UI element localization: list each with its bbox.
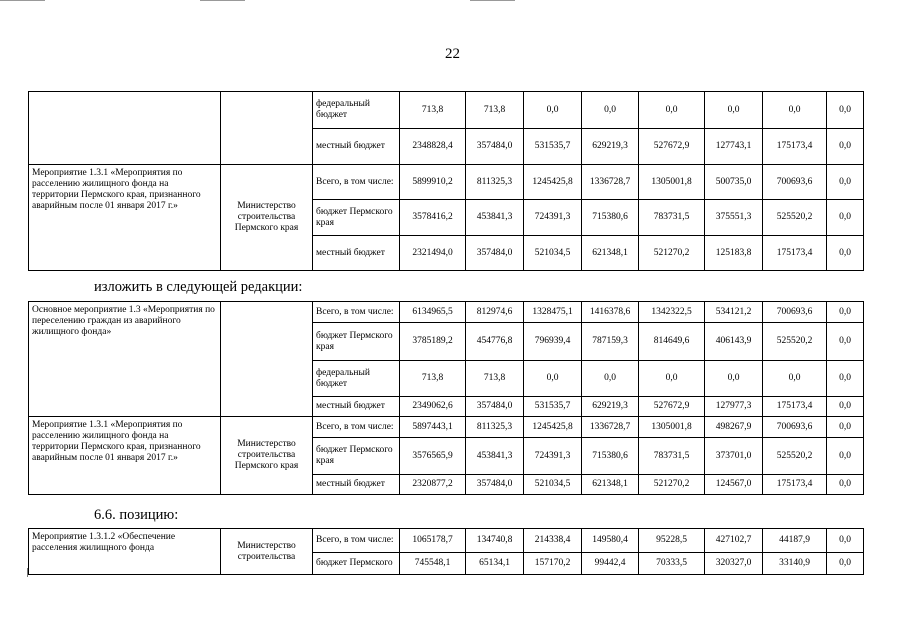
value-cell: 0,0	[639, 92, 705, 129]
table-row	[29, 165, 864, 200]
source-cell: бюджет Пермского	[313, 553, 400, 575]
value-cell: 0,0	[639, 361, 705, 397]
value-cell: 724391,3	[524, 438, 582, 475]
value-cell: 0,0	[827, 438, 864, 475]
value-cell: 357484,0	[466, 475, 524, 495]
value-cell: 525520,2	[763, 200, 827, 236]
value-cell: 498267,9	[705, 417, 763, 438]
value-cell: 3785189,2	[400, 323, 466, 361]
value-cell: 700693,6	[763, 302, 827, 323]
value-cell: 99442,4	[582, 553, 639, 575]
top-edge-left	[0, 0, 45, 1]
source-cell: федеральный бюджет	[313, 361, 400, 397]
executor-cell: Министерство строительства Пермского края	[221, 165, 313, 271]
value-cell: 454776,8	[466, 323, 524, 361]
value-cell: 521270,2	[639, 236, 705, 271]
value-cell: 357484,0	[466, 397, 524, 417]
value-cell: 134740,8	[466, 529, 524, 553]
measure-cell: Мероприятие 1.3.1.2 «Обеспечение расселения жилищного фонда	[29, 529, 221, 575]
value-cell: 787159,3	[582, 323, 639, 361]
value-cell: 531535,7	[524, 397, 582, 417]
value-cell: 1416378,6	[582, 302, 639, 323]
page-number: 22	[445, 46, 460, 62]
top-edge-right	[470, 0, 515, 1]
value-cell: 149580,4	[582, 529, 639, 553]
value-cell: 0,0	[827, 529, 864, 553]
value-cell: 1305001,8	[639, 165, 705, 200]
value-cell: 713,8	[466, 92, 524, 129]
value-cell: 700693,6	[763, 165, 827, 200]
value-cell: 715380,6	[582, 200, 639, 236]
value-cell: 0,0	[827, 417, 864, 438]
value-cell: 3576565,9	[400, 438, 466, 475]
source-cell: бюджет Пермского края	[313, 200, 400, 236]
value-cell: 1342322,5	[639, 302, 705, 323]
source-cell: местный бюджет	[313, 236, 400, 271]
source-cell: местный бюджет	[313, 475, 400, 495]
executor-cell: Министерство строительства	[221, 529, 313, 575]
value-cell: 621348,1	[582, 475, 639, 495]
value-cell: 0,0	[763, 361, 827, 397]
value-cell: 44187,9	[763, 529, 827, 553]
value-cell: 1065178,7	[400, 529, 466, 553]
value-cell: 0,0	[705, 92, 763, 129]
value-cell: 0,0	[582, 361, 639, 397]
value-cell: 527672,9	[639, 129, 705, 165]
measure-cell: Мероприятие 1.3.1 «Мероприятия по расселению жилищного фонда на территории Пермского края, признанного аварийным после 01 января 2017 г.»	[29, 165, 221, 271]
table-row	[29, 302, 864, 323]
table-row	[29, 529, 864, 553]
source-cell: Всего, в том числе:	[313, 529, 400, 553]
value-cell: 2321494,0	[400, 236, 466, 271]
value-cell: 357484,0	[466, 236, 524, 271]
empty-cell	[221, 92, 313, 165]
value-cell: 713,8	[466, 361, 524, 397]
value-cell: 0,0	[827, 92, 864, 129]
source-cell: Всего, в том числе:	[313, 165, 400, 200]
value-cell: 357484,0	[466, 129, 524, 165]
value-cell: 320327,0	[705, 553, 763, 575]
value-cell: 5899910,2	[400, 165, 466, 200]
top-table	[28, 91, 864, 271]
value-cell: 713,8	[400, 92, 466, 129]
value-cell: 214338,4	[524, 529, 582, 553]
value-cell: 0,0	[763, 92, 827, 129]
value-cell: 2349062,6	[400, 397, 466, 417]
source-cell: бюджет Пермского края	[313, 323, 400, 361]
value-cell: 812974,6	[466, 302, 524, 323]
measure-cell: Мероприятие 1.3.1 «Мероприятия по расселению жилищного фонда на территории Пермского края, признанного аварийным после 01 января 2017 г.»	[29, 417, 221, 495]
value-cell: 175173,4	[763, 397, 827, 417]
value-cell: 525520,2	[763, 323, 827, 361]
value-cell: 814649,6	[639, 323, 705, 361]
value-cell: 0,0	[827, 302, 864, 323]
section-heading-edit: изложить в следующей редакции:	[94, 279, 303, 295]
value-cell: 1336728,7	[582, 165, 639, 200]
value-cell: 375551,3	[705, 200, 763, 236]
value-cell: 0,0	[827, 323, 864, 361]
value-cell: 1328475,1	[524, 302, 582, 323]
value-cell: 0,0	[827, 553, 864, 575]
value-cell: 713,8	[400, 361, 466, 397]
value-cell: 796939,4	[524, 323, 582, 361]
executor-cell	[221, 302, 313, 417]
value-cell: 175173,4	[763, 475, 827, 495]
value-cell: 1305001,8	[639, 417, 705, 438]
measure-cell: Основное мероприятие 1.3 «Мероприятия по переселению граждан из аварийного жилищного фонда»	[29, 302, 221, 417]
value-cell: 0,0	[827, 165, 864, 200]
value-cell: 124567,0	[705, 475, 763, 495]
value-cell: 175173,4	[763, 236, 827, 271]
value-cell: 0,0	[524, 92, 582, 129]
value-cell: 521034,5	[524, 475, 582, 495]
source-cell: федеральный бюджет	[313, 92, 400, 129]
value-cell: 1336728,7	[582, 417, 639, 438]
value-cell: 453841,3	[466, 200, 524, 236]
value-cell: 811325,3	[466, 417, 524, 438]
value-cell: 534121,2	[705, 302, 763, 323]
value-cell: 0,0	[827, 236, 864, 271]
value-cell: 783731,5	[639, 438, 705, 475]
empty-cell	[29, 92, 221, 165]
value-cell: 811325,3	[466, 165, 524, 200]
value-cell: 127743,1	[705, 129, 763, 165]
value-cell: 783731,5	[639, 200, 705, 236]
executor-cell: Министерство строительства Пермского края	[221, 417, 313, 495]
value-cell: 0,0	[827, 200, 864, 236]
value-cell: 453841,3	[466, 438, 524, 475]
value-cell: 5897443,1	[400, 417, 466, 438]
value-cell: 0,0	[827, 129, 864, 165]
value-cell: 700693,6	[763, 417, 827, 438]
value-cell: 2348828,4	[400, 129, 466, 165]
value-cell: 521034,5	[524, 236, 582, 271]
source-cell: Всего, в том числе:	[313, 302, 400, 323]
value-cell: 629219,3	[582, 397, 639, 417]
top-edge-mid	[200, 0, 245, 1]
bottom-table	[28, 528, 864, 575]
value-cell: 0,0	[827, 397, 864, 417]
value-cell: 0,0	[524, 361, 582, 397]
value-cell: 127977,3	[705, 397, 763, 417]
scan-mark	[27, 568, 28, 577]
value-cell: 0,0	[582, 92, 639, 129]
value-cell: 65134,1	[466, 553, 524, 575]
value-cell: 3578416,2	[400, 200, 466, 236]
value-cell: 373701,0	[705, 438, 763, 475]
value-cell: 629219,3	[582, 129, 639, 165]
value-cell: 2320877,2	[400, 475, 466, 495]
value-cell: 175173,4	[763, 129, 827, 165]
value-cell: 531535,7	[524, 129, 582, 165]
value-cell: 33140,9	[763, 553, 827, 575]
value-cell: 715380,6	[582, 438, 639, 475]
source-cell: местный бюджет	[313, 397, 400, 417]
value-cell: 500735,0	[705, 165, 763, 200]
value-cell: 70333,5	[639, 553, 705, 575]
value-cell: 157170,2	[524, 553, 582, 575]
value-cell: 0,0	[827, 475, 864, 495]
value-cell: 6134965,5	[400, 302, 466, 323]
value-cell: 0,0	[705, 361, 763, 397]
value-cell: 95228,5	[639, 529, 705, 553]
value-cell: 1245425,8	[524, 165, 582, 200]
value-cell: 525520,2	[763, 438, 827, 475]
value-cell: 125183,8	[705, 236, 763, 271]
source-cell: бюджет Пермского края	[313, 438, 400, 475]
value-cell: 521270,2	[639, 475, 705, 495]
middle-table	[28, 301, 864, 495]
table-row	[29, 417, 864, 438]
value-cell: 0,0	[827, 361, 864, 397]
value-cell: 724391,3	[524, 200, 582, 236]
source-cell: местный бюджет	[313, 129, 400, 165]
section-heading-position: 6.6. позицию:	[94, 507, 179, 523]
value-cell: 1245425,8	[524, 417, 582, 438]
value-cell: 427102,7	[705, 529, 763, 553]
value-cell: 745548,1	[400, 553, 466, 575]
value-cell: 527672,9	[639, 397, 705, 417]
source-cell: Всего, в том числе:	[313, 417, 400, 438]
table-row	[29, 92, 864, 129]
value-cell: 406143,9	[705, 323, 763, 361]
value-cell: 621348,1	[582, 236, 639, 271]
